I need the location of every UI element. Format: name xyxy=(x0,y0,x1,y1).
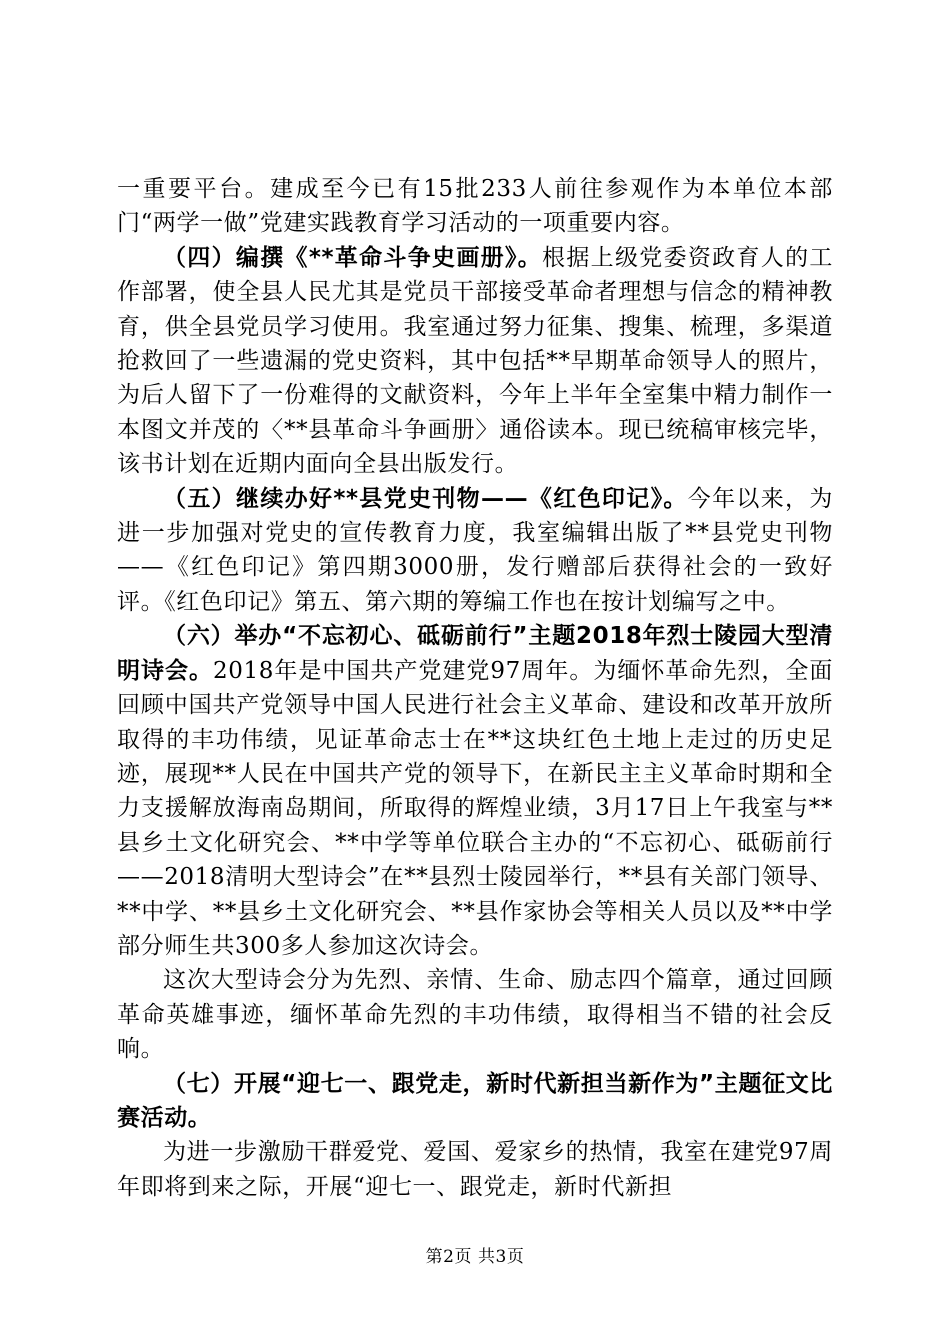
paragraph-text: 今年以来，为进一步加强对党史的宣传教育力度，我室编辑出版了**县党史刊物——《红色印记》第四期3000册，发行赠部后获得社会的一致好评。《红色印记》第五、第六期的筹编工作也在按计划编写之中。 xyxy=(117,485,833,615)
section-heading: （五）继续办好**县党史刊物——《红色印记》。 xyxy=(163,485,688,512)
paragraph-text: 一重要平台。建成至今已有15批233人前往参观作为本单位本部门“两学一做”党建实践教育学习活动的一项重要内容。 xyxy=(117,176,833,237)
paragraph-text: 根据上级党委资政育人的工作部署，使全县人民尤其是党员干部接受革命者理想与信念的精神教育，供全县党员学习使用。我室通过努力征集、搜集、梳理，多渠道抢救回了一些遗漏的党史资料，其中包括**早期革命领导人的照片，为后人留下了一份难得的文献资料，今年上半年全室集中精力制作一本图文并茂的〈**县革命斗争画册〉通俗读本。现已统稿审核完毕，该书计划在近期内面向全县出版发行。 xyxy=(117,244,834,478)
paragraph-text: 这次大型诗会分为先烈、亲情、生命、励志四个篇章，通过回顾革命英雄事迹，缅怀革命先烈的丰功伟绩，取得相当不错的社会反响。 xyxy=(117,967,833,1063)
paragraph-section-7 xyxy=(117,1067,833,1136)
section-heading: （六）举办“不忘初心、砥砺前行”主题2018年烈士陵园大型清明诗会。 xyxy=(117,623,833,684)
paragraph-poetry-summary xyxy=(117,963,833,1066)
document-body xyxy=(117,172,833,1204)
paragraph-section-4 xyxy=(117,241,833,482)
paragraph-text: 为进一步激励干群爱党、爱国、爱家乡的热情，我室在建党97周年即将到来之际，开展“迎七一、跟党走，新时代新担 xyxy=(117,1139,833,1200)
page-number: 第2页 xyxy=(425,1247,472,1267)
section-heading: （四）编撰《**革命斗争史画册》。 xyxy=(163,244,543,271)
paragraph-section-5 xyxy=(117,482,833,620)
paragraph-section-6 xyxy=(117,619,833,963)
section-heading: （七）开展“迎七一、跟党走，新时代新担当新作为”主题征文比赛活动。 xyxy=(117,1070,833,1131)
paragraph-essay-contest xyxy=(117,1135,833,1204)
page-total: 共3页 xyxy=(478,1247,525,1267)
page-footer xyxy=(0,1242,950,1267)
paragraph-text: 2018年是中国共产党建党97周年。为缅怀革命先烈，全面回顾中国共产党领导中国人民进行社会主义革命、建设和改革开放所取得的丰功伟绩，见证革命志士在**这块红色土地上走过的历史足迹，展现**人民在中国共产党的领导下，在新民主主义革命时期和全力支援解放海南岛期间，所取得的辉煌业绩，3月17日上午我室与**县乡土文化研究会、**中学等单位联合主办的“不忘初心、砥砺前行——2018清明大型诗会”在**县烈士陵园举行，**县有关部门领导、**中学、**县乡土文化研究会、**县作家协会等相关人员以及**中学部分师生共300多人参加这次诗会。 xyxy=(117,657,833,959)
paragraph-continued xyxy=(117,172,833,241)
